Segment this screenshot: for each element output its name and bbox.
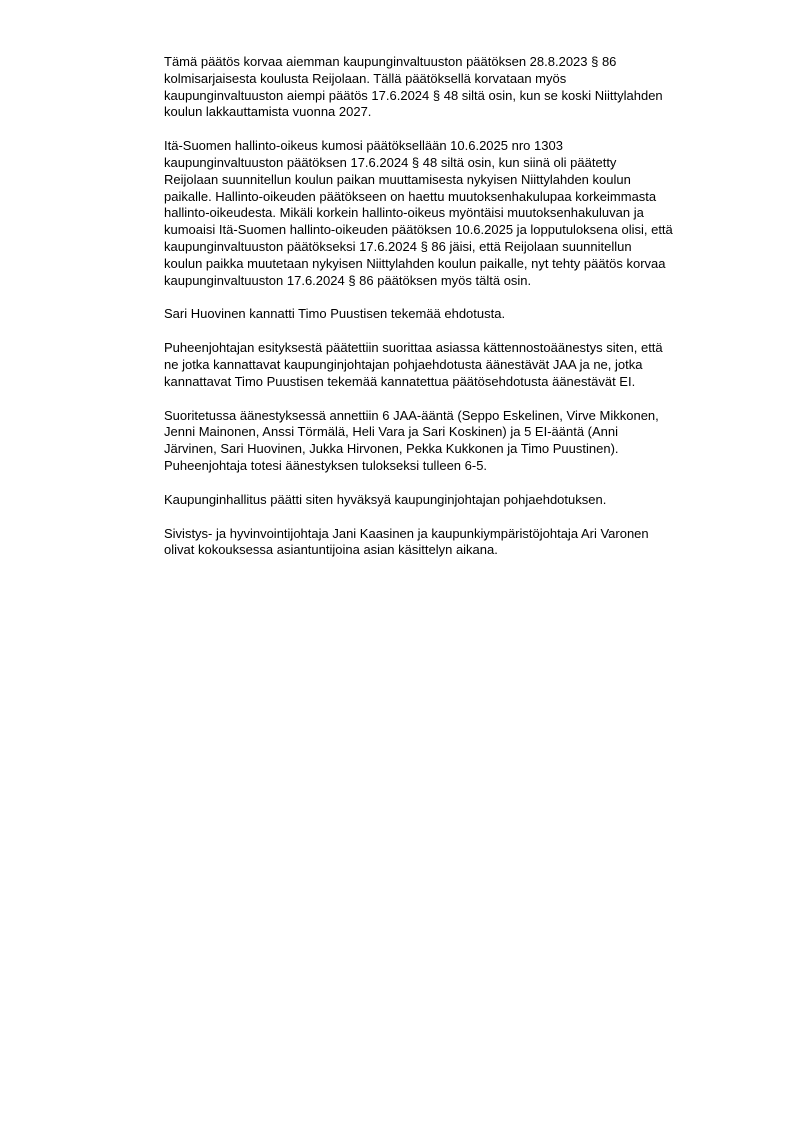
text-line: Reijolaan suunnitellun koulun paikan muuttamisesta nykyisen Niittylahden koulun bbox=[164, 171, 631, 187]
text-line: Kaupunginhallitus päätti siten hyväksyä kaupunginjohtajan pohjaehdotuksen. bbox=[164, 491, 607, 507]
text-line: olivat kokouksessa asiantuntijoina asian käsittelyn aikana. bbox=[164, 542, 498, 558]
document-body bbox=[164, 54, 744, 559]
text-line: kaupunginvaltuuston päätöksen 17.6.2024 § 48 siltä osin, kun siinä oli päätetty bbox=[164, 154, 617, 170]
text-line: Puheenjohtaja totesi äänestyksen tulokseksi tulleen 6-5. bbox=[164, 457, 488, 473]
text-line: Jenni Mainonen, Anssi Törmälä, Heli Vara ja Sari Koskinen) ja 5 EI-ääntä (Anni bbox=[164, 424, 619, 440]
paragraph-gap bbox=[164, 509, 744, 526]
paragraph-vote-procedure bbox=[164, 340, 744, 390]
text-line: kaupunginvaltuuston 17.6.2024 § 86 päätöksen myös tältä osin. bbox=[164, 272, 532, 288]
text-line: kolmisarjaisesta koulusta Reijolaan. Tällä päätöksellä korvataan myös bbox=[164, 70, 567, 86]
text-line: Järvinen, Sari Huovinen, Jukka Hirvonen, Pekka Kukkonen ja Timo Puustinen). bbox=[164, 441, 619, 457]
text-line: Itä-Suomen hallinto-oikeus kumosi päätöksellään 10.6.2025 nro 1303 bbox=[164, 138, 563, 154]
paragraph-gap bbox=[164, 323, 744, 340]
paragraph-court-ruling bbox=[164, 138, 744, 289]
paragraph-decision-replacement bbox=[164, 54, 744, 121]
text-line: kaupunginvaltuuston aiempi päätös 17.6.2024 § 48 siltä osin, kun se koski Niittylahden bbox=[164, 87, 663, 103]
text-line: Sivistys- ja hyvinvointijohtaja Jani Kaasinen ja kaupunkiympäristöjohtaja Ari Varonen bbox=[164, 525, 649, 541]
paragraph-experts-present bbox=[164, 526, 744, 560]
text-line: kumoaisi Itä-Suomen hallinto-oikeuden päätöksen 10.6.2025 ja lopputuloksena olisi, että bbox=[164, 222, 673, 238]
text-line: ne jotka kannattavat kaupunginjohtajan pohjaehdotusta äänestävät JAA ja ne, jotka bbox=[164, 356, 643, 372]
text-line: koulun paikka muutetaan nykyisen Niittylahden koulun paikalle, nyt tehty päätös korvaa bbox=[164, 255, 666, 271]
paragraph-vote-result bbox=[164, 408, 744, 475]
text-line: Suoritetussa äänestyksessä annettiin 6 JAA-ääntä (Seppo Eskelinen, Virve Mikkonen, bbox=[164, 407, 659, 423]
text-line: Sari Huovinen kannatti Timo Puustisen tekemää ehdotusta. bbox=[164, 306, 506, 322]
paragraph-board-decision bbox=[164, 492, 744, 509]
paragraph-gap bbox=[164, 391, 744, 408]
text-line: paikalle. Hallinto-oikeuden päätökseen on haettu muutoksenhakulupaa korkeimmasta bbox=[164, 188, 657, 204]
paragraph-gap bbox=[164, 289, 744, 306]
text-line: koulun lakkauttamista vuonna 2027. bbox=[164, 104, 372, 120]
text-line: hallinto-oikeudesta. Mikäli korkein hallinto-oikeus myöntäisi muutoksenhakuluvan ja bbox=[164, 205, 644, 221]
paragraph-gap bbox=[164, 475, 744, 492]
paragraph-gap bbox=[164, 121, 744, 138]
text-line: Tämä päätös korvaa aiemman kaupunginvaltuuston päätöksen 28.8.2023 § 86 bbox=[164, 54, 617, 69]
text-line: kaupunginvaltuuston päätökseksi 17.6.2024 § 86 jäisi, että Reijolaan suunnitellun bbox=[164, 238, 632, 254]
text-line: Puheenjohtajan esityksestä päätettiin suorittaa asiassa kättennostoäänestys siten, että bbox=[164, 340, 663, 356]
paragraph-seconding bbox=[164, 306, 744, 323]
text-line: kannattavat Timo Puustisen tekemää kannatettua päätösehdotusta äänestävät EI. bbox=[164, 373, 636, 389]
